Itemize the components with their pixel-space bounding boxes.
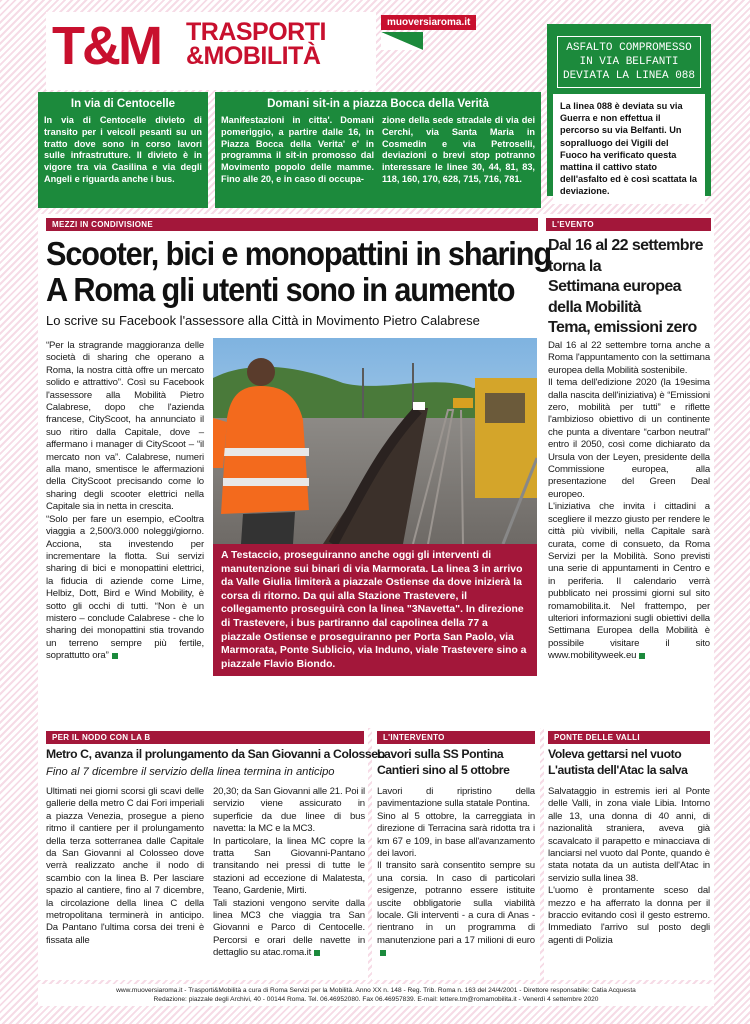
valli-paragraph: L'uomo è prontamente sceso dal mezzo e ha afferrato la donna per il braccio evitando così il gesto estremo. Immediato l'arrivo sul posto degli agenti di Polizia	[548, 885, 710, 946]
site-flag-icon	[381, 32, 423, 50]
pontina-paragraph: Lavori di ripristino della pavimentazione sulla statale Pontina.	[377, 786, 535, 810]
evento-headline-line: della Mobilità	[548, 298, 641, 316]
box-bocca-verita	[215, 92, 541, 208]
end-square-icon	[380, 950, 386, 956]
main-subtitle: Lo scrive su Facebook l'assessore alla Città in Movimento Pietro Calabrese	[46, 313, 480, 328]
metro-column-2	[213, 786, 365, 960]
notice-title	[557, 36, 701, 88]
metro-headline: Metro C, avanza il prolungamento da San Giovanni a Colosseo	[46, 747, 385, 761]
notice-title-line: ASFALTO COMPROMESSO	[566, 42, 692, 54]
box-bocca-col2: zione della sede stradale di via dei Cerchi, via Santa Maria in Cosmedin e via Petroselli, deviazioni o brevi stop potranno interessare le linee 30, 44, 81, 83, 118, 160, 170, 628, 715, 716, 781.	[382, 115, 535, 184]
logo-line-2: &MOBILITÀ	[186, 42, 321, 70]
pontina-paragraph: Sino al 5 ottobre, la carreggiata in direzione di Terracina sarà ridotta tra i km 67 e 109, in base all'avanzamento dei lavori.	[377, 810, 535, 860]
evento-paragraph: Il tema dell'edizione 2020 (la 19esima dalla nascita dell'iniziativa) è “Emissioni zero, mobilità per tutti” e riflette l'ambizioso obiettivo di un continente che punta a diventare “carbon neutral” entro il 2050, così come dichiarato da Ursula von der Leyen, presidente della Commissione europea, alla presentazione del Green Deal europeo.	[548, 377, 710, 500]
end-square-icon	[112, 653, 118, 659]
evento-headline-line: Dal 16 al 22 settembre torna la	[548, 237, 703, 275]
section-label-pontina: L'INTERVENTO	[377, 731, 535, 744]
footer-line: www.muoversiaroma.it - Trasporti&Mobilità a cura di Roma Servizi per la Mobilità. Anno XX n. 148 - Reg. Trib. Roma n. 163 del 24/4/2001 - Direttore responsabile: Catia Acquesta	[116, 987, 636, 994]
evento-paragraph: Dal 16 al 22 settembre torna anche a Roma l'appuntamento con la settimana europea della Mobilità sostenibile.	[548, 340, 710, 376]
valli-body	[548, 786, 710, 947]
pontina-paragraph	[377, 860, 535, 959]
end-square-icon	[639, 653, 645, 659]
logo-line-1: TRASPORTI	[186, 18, 326, 46]
main-body-column	[46, 340, 204, 663]
pontina-paragraph-text: Il transito sarà consentito sempre su una corsia. In caso di particolari esigenze, potranno essere istituite uscite obbligatorie sulla viabilità locale. Gli interventi - a cura di Anas - rientrano in un programma di manutenzione pari a 17 milioni di euro	[377, 860, 535, 946]
box-centocelle-heading: In via di Centocelle	[70, 98, 176, 110]
logo-words	[186, 20, 326, 68]
main-headline	[46, 235, 551, 308]
valli-headline-line: L'autista dell'Atac la salva	[548, 762, 688, 777]
footer-line: Redazione: piazzale degli Archivi, 40 - 00144 Roma. Tel. 06.46952080. Fax 06.46957839. E-mail: lettere.tm@romamobilita.it - Venerdì 4 settembre 2020	[153, 996, 599, 1003]
valli-headline-line: Voleva gettarsi nel vuoto	[548, 747, 682, 761]
site-url-link[interactable]: muoversiaroma.it	[381, 15, 476, 30]
valli-headline	[548, 747, 712, 778]
notice-title-line: IN VIA BELFANTI	[579, 56, 679, 68]
notice-body: La linea 088 è deviata su via Guerra e non effettua il percorso su via Belfanti. Un sopralluogo dei Vigili del Fuoco ha verificato questa mattina il cattivo stato dell'asfalto ed è così scattata la deviazione.	[553, 94, 705, 204]
pontina-headline-line: Lavori sulla SS Pontina	[377, 747, 504, 761]
top-right-notice	[547, 24, 711, 196]
metro-paragraph: In particolare, la linea MC copre la tratta San Giovanni-Pantano transitando nei pressi di tutte le stazioni ad eccezione di Malatesta, Teano, Gardenie, Mirti.	[213, 835, 365, 897]
metro-paragraph: 20,30; da San Giovanni alle 21. Poi il servizio viene assicurato in superficie da due linee di bus navetta: la MC e la MC3.	[213, 786, 365, 835]
box-bocca-heading: Domani sit-in a piazza Bocca della Verità	[267, 98, 489, 110]
main-paragraph: “Per la stragrande maggioranza delle società di sharing che operano a Roma, la nostra città offre un mercato solido e attrattivo”. Così su Facebook l'assessore alla Mobilità Pietro Calabrese, dopo che l'azienda francese, CityScoot, ha annunciato il suo ritiro dalla Capitale, dove – affermano i manager di CityScoot – “il mercato non va”. Calabrese, numeri alla mano, smentisce le affermazioni della CityScoot precisando come lo sharing degli scooter elettrici nella Capitale sia in netta in crescita.	[46, 340, 204, 513]
box-bocca-columns	[221, 115, 535, 186]
section-label-evento: L'EVENTO	[546, 218, 711, 231]
notice-title-line: DEVIATA LA LINEA 088	[562, 70, 696, 82]
photo-caption: A Testaccio, proseguiranno anche oggi gli interventi di manutenzione sui binari di via Marmorata. La linea 3 in arrivo da Valle Giulia limiterà a piazzale Ostiense da dove inizierà la corsa di ritorno. Da qui alla Stazione Trastevere, il collegamento proseguirà con la linea "3Navetta". In direzione di Trastevere, i bus partiranno dal capolinea della 77 a piazzale Ostiense e proseguiranno per Porta San Paolo, via Marmorata, Ponte Sublicio, via Induno, viale Trastevere sino a piazzale Flavio Biondo.	[213, 544, 537, 676]
main-headline-line1: Scooter, bici e monopattini in sharing	[46, 235, 551, 272]
metro-paragraph	[213, 898, 365, 960]
metro-paragraph-text: Tali stazioni vengono servite dalla linea MC3 che viaggia tra San Giovanni e Parco di Centocelle. Percorsi e orari delle navette in dettaglio su atac.roma.it	[213, 897, 365, 959]
photo-testaccio-works	[213, 338, 537, 544]
logo-tm: T&M	[52, 16, 160, 76]
box-bocca-col1: Manifestazioni in citta'. Domani pomeriggio, a partire dalle 16, in Piazza Bocca della Verita' e' in programma il sit-in promosso dal Movimento popolo delle mamme. Fino alle 20, e in caso di occupa-	[221, 115, 374, 184]
box-centocelle-body: In via di Centocelle divieto di transito per i veicoli pesanti su un tratto dove sono in corso lavori sulle infrastrutture. Il divieto è in vigore tra via Casilina e via degli Angeli e riguarda anche i bus.	[44, 115, 202, 184]
main-headline-line2: A Roma gli utenti sono in aumento	[46, 271, 515, 308]
pontina-headline	[377, 747, 537, 778]
footer-imprint	[38, 984, 714, 1006]
metro-subtitle: Fino al 7 dicembre il servizio della linea termina in anticipo	[46, 766, 335, 778]
evento-paragraph-text: L'iniziativa che invita i cittadini a scegliere il mezzo giusto per rendere le città più vivibili, nella Capitale sarà curata, come di consueto, da Roma Servizi per la Mobilità. Sono previsti una serie di appuntamenti in Centro e in periferia. Il calendario verrà pubblicato nei prossimi giorni sul sito romamobilita.it. Nel frattempo, per ulteriori informazioni sugli obiettivi della Settimana Europea della Mobilità è possibile visitare il sito www.mobilityweek.eu	[548, 501, 710, 662]
section-label-valli: PONTE DELLE VALLI	[548, 731, 710, 744]
evento-headline-line: Tema, emissioni zero	[548, 319, 697, 336]
valli-paragraph: Salvataggio in estremis ieri al Ponte delle Valli, in zona viale Libia. Intorno alle 13, una donna di 40 anni, di nazionalità straniera, aveva già scavalcato il parapetto e minacciava di lanciarsi nel vuoto dal Ponte, quando è stata notata da un autista dell'Atac in servizio sulla linea 38.	[548, 786, 710, 884]
evento-headline-line: Settimana europea	[548, 278, 681, 295]
end-square-icon	[314, 950, 320, 956]
main-paragraph	[46, 514, 204, 663]
section-label-main: MEZZI IN CONDIVISIONE	[46, 218, 538, 231]
evento-body	[548, 340, 710, 663]
pontina-headline-line: Cantieri sino al 5 ottobre	[377, 762, 510, 777]
main-paragraph-text: “Solo per fare un esempio, eCooltra viaggia a 2,500/3.000 noleggi/giorno. Acciona, sta investendo per incrementare la flotta. Sui servizi sharing di bici e monopattini elettrici, la fiducia di aziende come Lime, Helbiz, Dott, Bird e Wind Mobility, è sotto gli occhi di tutti. “Non è un mistero – conclude Calabrese - che lo sharing dei monopattini stia trovando un terreno sempre più fertile, soprattutto ora”	[46, 513, 204, 662]
evento-headline	[548, 236, 714, 339]
metro-column-1: Ultimati nei giorni scorsi gli scavi delle gallerie della metro C dai Fori imperiali a piazza Venezia, prosegue a pieno ritmo il cantiere per il prolungamento della terza sotterranea dalle Capitale da San Giovanni al Colosseo dove verrà realizzato anche il nodo di scambio con la linea B. Per lasciare spazio al cantiere, fino al 7 dicembre, la circolazione della linea C della metropolitana terminerà in anticipo. Da Pantano l'ultima corsa dei treni è fissata alle	[46, 786, 204, 946]
evento-paragraph	[548, 501, 710, 662]
pontina-body	[377, 786, 535, 960]
section-label-metro: PER IL NODO CON LA B	[46, 731, 364, 744]
box-centocelle	[38, 92, 208, 208]
